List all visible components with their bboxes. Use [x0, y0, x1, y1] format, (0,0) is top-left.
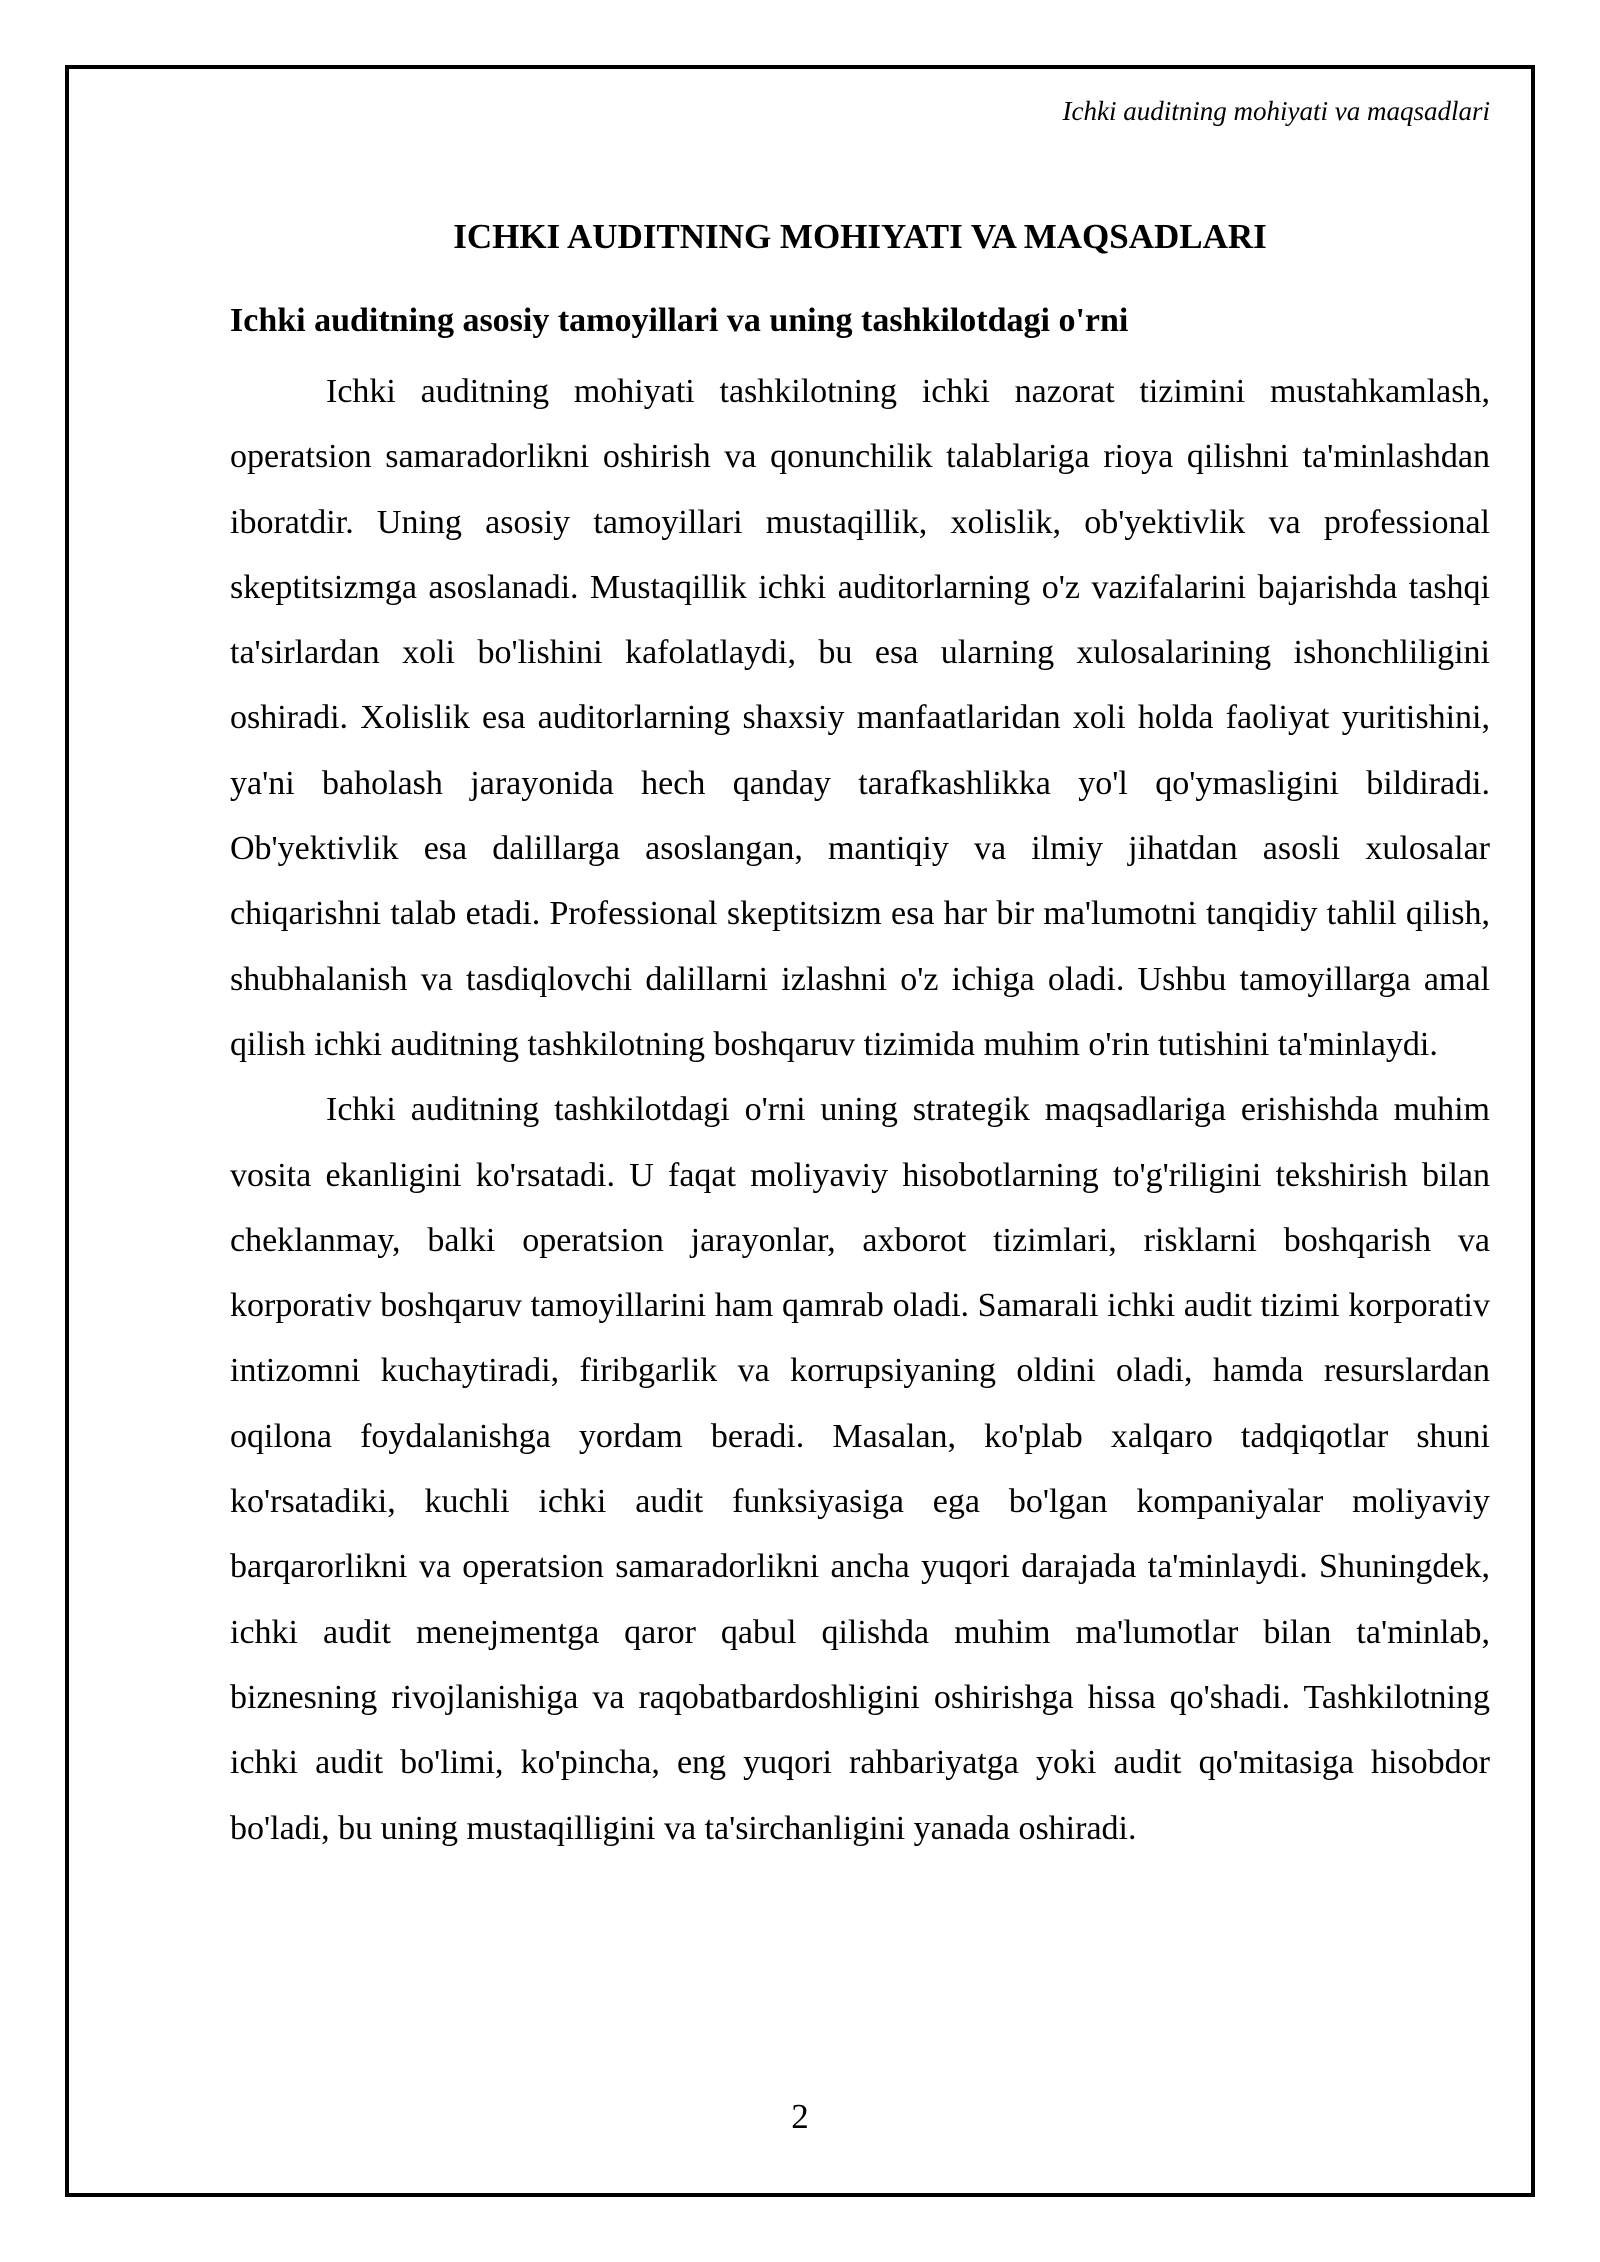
page-content	[230, 215, 1490, 1861]
document-title: ICHKI AUDITNING MOHIYATI VA MAQSADLARI	[453, 217, 1267, 256]
body-paragraph-2: Ichki auditning tashkilotdagi o'rni uning strategik maqsadlariga erishishda muhim vosita ekanligini ko'rsatadi. U faqat moliyaviy hisobotlarning to'g'riligini tekshirish bilan cheklanmay, balki operatsion jarayonlar, axborot tizimlari, risklarni boshqarish va korporativ boshqaruv tamoyillarini ham qamrab oladi. Samarali ichki audit tizimi korporativ intizomni kuchaytiradi, firibgarlik va korrupsiyaning oldini oladi, hamda resurslardan oqilona foydalanishga yordam beradi. Masalan, ko'plab xalqaro tadqiqotlar shuni ko'rsatadiki, kuchli ichki audit funksiyasiga ega bo'lgan kompaniyalar moliyaviy barqarorlikni va operatsion samaradorlikni ancha yuqori darajada ta'minlaydi. Shuningdek, ichki audit menejmentga qaror qabul qilishda muhim ma'lumotlar bilan ta'minlab, biznesning rivojlanishiga va raqobatbardoshligini oshirishga hissa qo'shadi. Tashkilotning ichki audit bo'limi, ko'pincha, eng yuqori rahbariyatga yoki audit qo'mitasiga hisobdor bo'ladi, bu uning mustaqilligini va ta'sirchanligini yanada oshiradi.	[230, 1091, 1490, 1847]
body-paragraph-1: Ichki auditning mohiyati tashkilotning ichki nazorat tizimini mustahkamlash, operatsion samaradorlikni oshirish va qonunchilik talablariga rioya qilishni ta'minlashdan iboratdir. Uning asosiy tamoyillari mustaqillik, xolislik, ob'yektivlik va professional skeptitsizmga asoslanadi. Mustaqillik ichki auditorlarning o'z vazifalarini bajarishda tashqi ta'sirlardan xoli bo'lishini kafolatlaydi, bu esa ularning xulosalarining ishonchliligini oshiradi. Xolislik esa auditorlarning shaxsiy manfaatlaridan xoli holda faoliyat yuritishini, ya'ni baholash jarayonida hech qanday tarafkashlikka yo'l qo'ymasligini bildiradi. Ob'yektivlik esa dalillarga asoslangan, mantiqiy va ilmiy jihatdan asosli xulosalar chiqarishni talab etadi. Professional skeptitsizm esa har bir ma'lumotni tanqidiy tahlil qilish, shubhalanish va tasdiqlovchi dalillarni izlashni o'z ichiga oladi. Ushbu tamoyillarga amal qilish ichki auditning tashkilotning boshqaruv tizimida muhim o'rin tutishini ta'minlaydi.	[230, 373, 1490, 1063]
page-number: 2	[791, 2097, 809, 2136]
section-heading: Ichki auditning asosiy tamoyillari va uning tashkilotdagi o'rni	[230, 302, 1129, 339]
running-header: Ichki auditning mohiyati va maqsadlari	[1062, 96, 1490, 126]
